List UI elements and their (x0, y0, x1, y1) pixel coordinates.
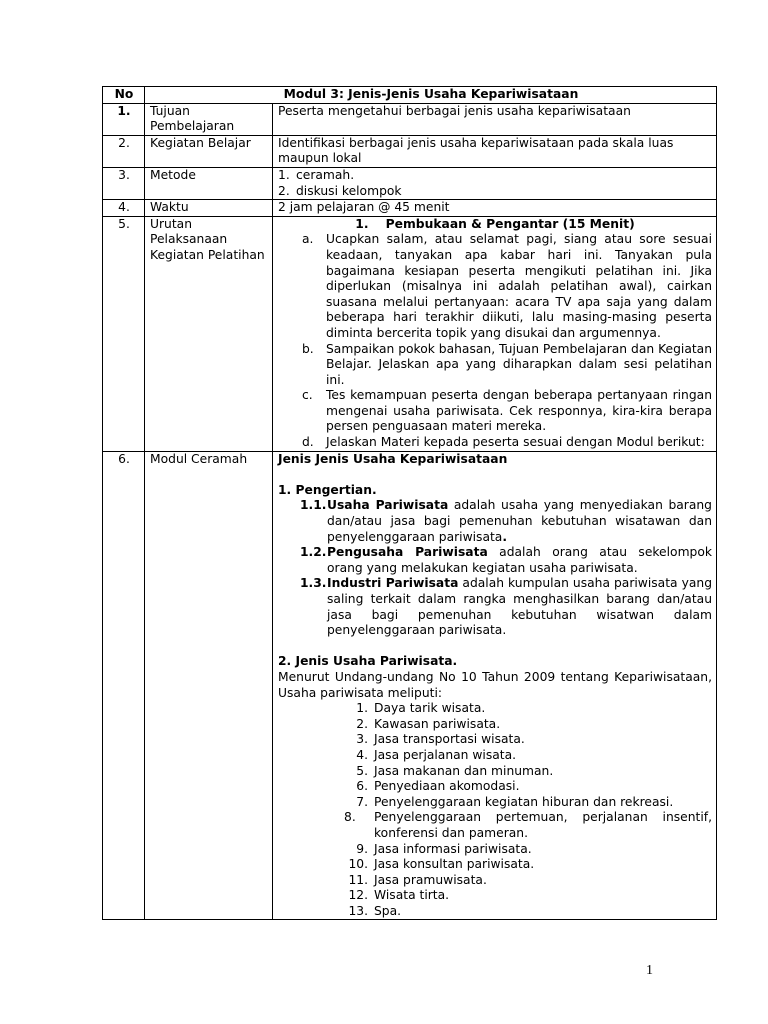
row-number: 4. (103, 200, 145, 217)
table-row (103, 167, 717, 199)
list-item: c. Tes kemampuan peserta dengan beberapa pertanyaan ringan mengenai usaha pariwisata. Cek responnya, kira-kira berapa persen penguasaan materi mereka. (302, 388, 712, 434)
row-content: 2 jam pelajaran @ 45 menit (273, 200, 717, 217)
row-content: Identifikasi berbagai jenis usaha kepariwisataan pada skala luas maupun lokal (273, 135, 717, 167)
step-list (278, 232, 712, 450)
list-item: 10. Jasa konsultan pariwisata. (348, 857, 535, 872)
definition-item: 1.2. Pengusaha Pariwisata adalah orang atau sekelompok orang yang melakukan kegiatan usaha pariwisata. (300, 545, 712, 575)
header-no: No (103, 87, 145, 104)
row-label: Urutan Pelaksanaan Kegiatan Pelatihan (145, 216, 273, 451)
row-content: Peserta mengetahui berbagai jenis usaha kepariwisataan (273, 103, 717, 135)
row-content (273, 216, 717, 451)
row-number: 6. (103, 451, 145, 920)
list-item: d. Jelaskan Materi kepada peserta sesuai dengan Modul berikut: (302, 435, 705, 450)
list-item: 13. Spa. (348, 903, 402, 918)
row-label: Metode (145, 167, 273, 199)
table-row (103, 451, 717, 920)
lecture-title: Jenis Jenis Usaha Kepariwisataan (278, 451, 508, 466)
table-row (103, 200, 717, 217)
row-number: 2. (103, 135, 145, 167)
list-item: 1. ceramah. (278, 167, 355, 182)
definition-item: 1.1. Usaha Pariwisata adalah usaha yang menyediakan barang dan/atau jasa bagi pemenuhan kebutuhan wisatawan dan penyelenggaraan pariwisata. (300, 498, 712, 544)
table-row (103, 135, 717, 167)
list-item: 12. Wisata tirta. (348, 888, 450, 903)
list-item: 4. Jasa perjalanan wisata. (356, 747, 517, 762)
row-content (273, 167, 717, 199)
row-label: Kegiatan Belajar (145, 135, 273, 167)
section-intro: Menurut Undang-undang No 10 Tahun 2009 tentang Kepariwisataan, Usaha pariwisata meliputi: (278, 669, 712, 700)
list-item: a. Ucapkan salam, atau selamat pagi, siang atau sore sesuai keadaan, tanyakan apa kabar hari ini. Tanyakan pula bagaimana kesiapan peserta mengikuti pelatihan ini. Jika diperlukan (misalnya ini adalah pelatihan awal), cairkan suasana melalui pertanyaan: acara TV apa saja yang dalam beberapa hari terakhir diikuti, lalu masing-masing peserta diminta bercerita topik yang disukai dan argumennya. (302, 232, 712, 340)
list-item: 9. Jasa informasi pariwisata. (356, 841, 532, 856)
list-item: 5. Jasa makanan dan minuman. (356, 763, 554, 778)
list-item: 8. Penyelenggaraan pertemuan, perjalanan insentif, konferensi dan pameran. (344, 810, 712, 840)
row-label: Tujuan Pembelajaran (145, 103, 273, 135)
list-item: 2. diskusi kelompok (278, 183, 402, 198)
list-item: 1. Daya tarik wisata. (356, 701, 486, 716)
row-label: Waktu (145, 200, 273, 217)
method-list (278, 168, 712, 199)
row-number: 1. (103, 103, 145, 135)
list-item: b. Sampaikan pokok bahasan, Tujuan Pembelajaran dan Kegiatan Belajar. Jelaskan apa yang diharapkan dalam sesi pelatihan ini. (302, 341, 712, 387)
module-table (102, 86, 717, 920)
list-item: 2. Kawasan pariwisata. (356, 716, 501, 731)
table-header-row (103, 87, 717, 104)
row-label: Modul Ceramah (145, 451, 273, 920)
section-heading: 2. Jenis Usaha Pariwisata. (278, 654, 458, 669)
table-row (103, 103, 717, 135)
list-item: 7. Penyelenggaraan kegiatan hiburan dan rekreasi. (356, 794, 674, 809)
row-number: 3. (103, 167, 145, 199)
definition-item: 1.3. Industri Pariwisata adalah kumpulan usaha pariwisata yang saling terkait dalam rangka menghasilkan barang dan/atau jasa bagi pemenuhan kebutuhan wisatwan dalam penyelenggaraan pariwisata. (300, 576, 713, 638)
row-number: 5. (103, 216, 145, 451)
list-item: 3. Jasa transportasi wisata. (356, 732, 525, 747)
section-title: 1. Pembukaan & Pengantar (15 Menit) (355, 216, 635, 231)
row-content (273, 451, 717, 920)
tourism-type-list (278, 701, 712, 919)
module-title: Modul 3: Jenis-Jenis Usaha Kepariwisataan (145, 87, 717, 104)
page-number: 1 (646, 963, 653, 978)
section-heading: 1. Pengertian. (278, 482, 377, 497)
list-item: 6. Penyediaan akomodasi. (356, 779, 520, 794)
list-item: 11. Jasa pramuwisata. (348, 872, 487, 887)
table-row (103, 216, 717, 451)
